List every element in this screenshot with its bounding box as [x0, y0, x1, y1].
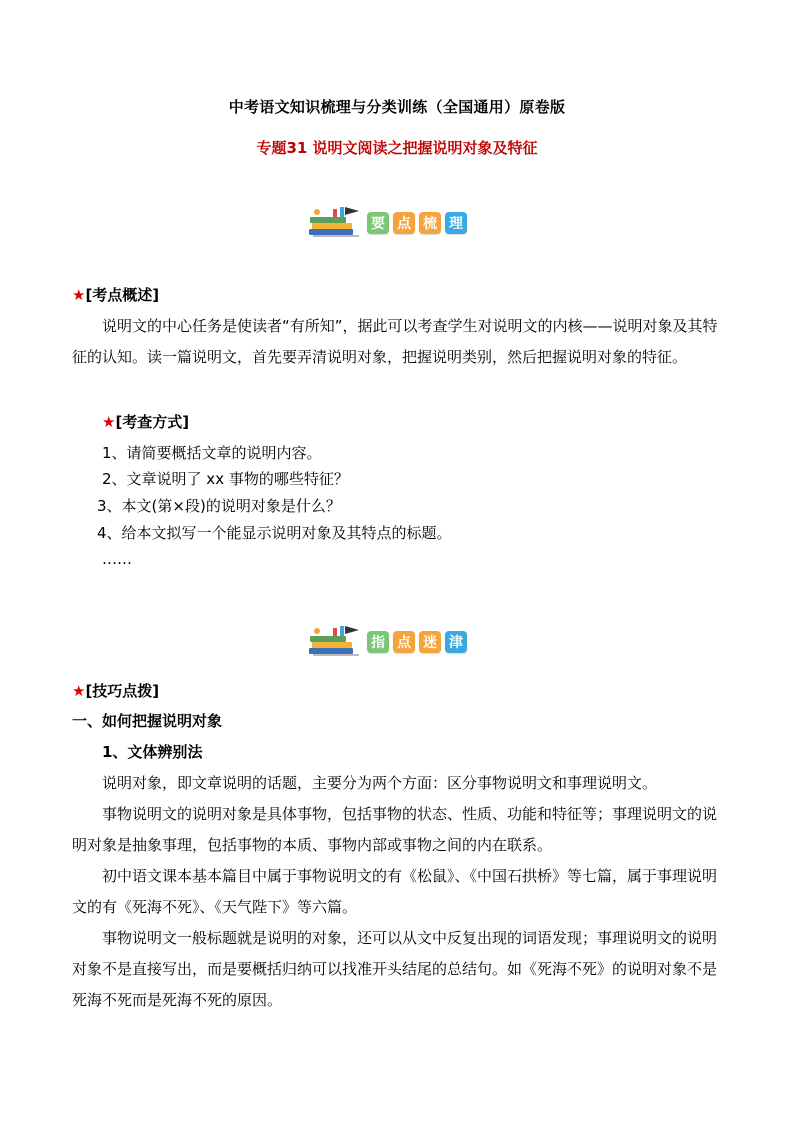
- banner-char: 迷: [419, 631, 441, 653]
- star-icon: ★: [72, 682, 86, 700]
- banner-char: 指: [367, 631, 389, 653]
- subheading: 一、如何把握说明对象: [72, 712, 223, 730]
- paragraph-text: 说明对象，即文章说明的话题，主要分为两个方面：区分事物说明文和事理说明文。: [102, 774, 658, 792]
- paragraph-text: 事物说明文一般标题就是说明的对象，还可以从文中反复出现的词语发现；事理说明文的说明对象不是直接写出，而是要概括归纳可以找准开头结尾的总结句。如《死海不死》的说明对象不是死海不死而是死海不死的原因。: [72, 929, 718, 1009]
- list-item: 1、请简要概括文章的说明内容。: [102, 444, 322, 462]
- heading-skill-tips: [72, 680, 159, 701]
- heading-text: [技巧点拨]: [85, 682, 160, 700]
- paragraph-text: 说明文的中心任务是使读者“有所知”，据此可以考查学生对说明文的内核——说明对象及其特征的认知。读一篇说明文，首先要弄清说明对象，把握说明类别，然后把握说明对象的特征。: [72, 317, 718, 366]
- banner-char: 津: [445, 631, 467, 653]
- books-icon: [307, 205, 363, 239]
- banner-characters: [367, 212, 467, 234]
- paragraph-text: 初中语文课本基本篇目中属于事物说明文的有《松鼠》、《中国石拱桥》等七篇，属于事理说明文的有《死海不死》、《天气陛下》等六篇。: [72, 867, 718, 916]
- banner-char: 要: [367, 212, 389, 234]
- section-banner-key-points: [307, 205, 487, 239]
- heading-exam-methods: [102, 411, 189, 432]
- heading-exam-overview: [72, 284, 159, 305]
- tips-paragraphs: [72, 768, 724, 1016]
- banner-char: 理: [445, 212, 467, 234]
- banner-char: 点: [393, 212, 415, 234]
- document-subtitle: 专题31 说明文阅读之把握说明对象及特征: [256, 139, 538, 157]
- list-item: 4、给本文拟写一个能显示说明对象及其特点的标题。: [97, 524, 452, 542]
- star-icon: ★: [102, 413, 116, 431]
- section-banner-guidance: [307, 624, 487, 658]
- document-title: 中考语文知识梳理与分类训练（全国通用）原卷版: [228, 98, 566, 116]
- books-icon: [307, 624, 363, 658]
- banner-char: 点: [393, 631, 415, 653]
- heading-text: [考点概述]: [85, 286, 160, 304]
- list-item: 3、本文(第×段)的说明对象是什么？: [97, 497, 341, 515]
- heading-text: [考查方式]: [115, 413, 190, 431]
- banner-characters: [367, 631, 467, 653]
- banner-char: 梳: [419, 212, 441, 234]
- paragraph-text: 事物说明文的说明对象是具体事物，包括事物的状态、性质、功能和特征等；事理说明文的说明对象是抽象事理，包括事物的本质、事物内部或事物之间的内在联系。: [72, 805, 718, 854]
- overview-paragraph: [72, 311, 724, 373]
- list-ellipsis: ……: [102, 550, 132, 568]
- method-heading: 1、文体辨别法: [102, 743, 203, 761]
- list-item: 2、文章说明了 xx 事物的哪些特征？: [102, 470, 349, 488]
- star-icon: ★: [72, 286, 86, 304]
